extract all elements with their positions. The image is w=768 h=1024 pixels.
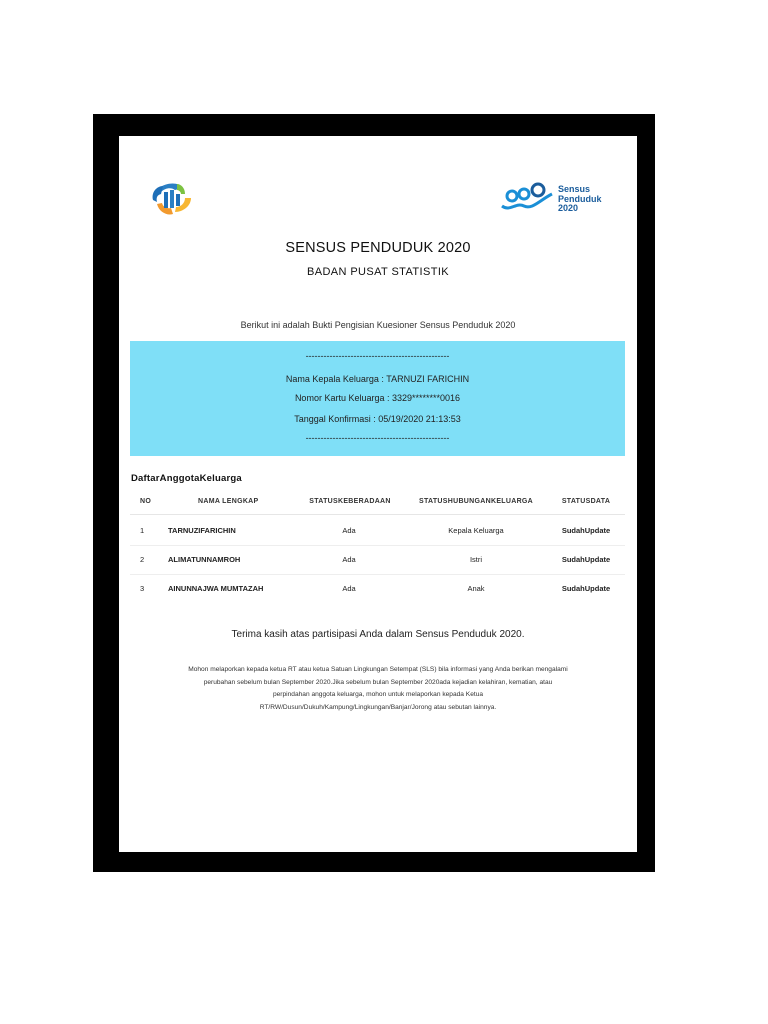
row-statusdata: SudahUpdate [561, 526, 611, 535]
confirm-date: Tanggal Konfirmasi : 05/19/2020 21:13:53 [294, 414, 461, 424]
table-row [130, 545, 625, 575]
row-hubungan: Kepala Keluarga [448, 526, 504, 535]
row-hubungan: Istri [469, 555, 483, 564]
row-no: 1 [140, 526, 145, 535]
row-keberadaan: Ada [342, 584, 356, 593]
table-row [130, 574, 625, 603]
intro-text: Berikut ini adalah Bukti Pengisian Kuesioner Sensus Penduduk 2020 [240, 320, 516, 330]
row-statusdata: SudahUpdate [561, 584, 611, 593]
row-keberadaan: Ada [342, 526, 356, 535]
row-no: 2 [140, 555, 145, 564]
logo-line-2: Penduduk [558, 193, 602, 204]
info-box [130, 341, 625, 456]
col-name: NAMA LENGKAP [198, 498, 259, 505]
row-statusdata: SudahUpdate [561, 555, 611, 564]
logo-line-3: 2020 [558, 203, 579, 213]
row-name: TARNUZIFARICHIN [168, 526, 236, 535]
row-keberadaan: Ada [342, 555, 356, 564]
col-no: NO [140, 498, 152, 505]
family-card-number: Nomor Kartu Keluarga : 3329********0016 [294, 393, 461, 403]
bps-logo-icon [145, 178, 201, 222]
table-row [130, 516, 625, 546]
page-subtitle: BADAN PUSAT STATISTIK [306, 266, 450, 278]
thanks-text: Terima kasih atas partisipasi Anda dalam Sensus Penduduk 2020. [231, 629, 525, 640]
note-line: Mohon melaporkan kepada ketua RT atau ketua Satuan Lingkungan Setempat (SLS) bila informasi yang Anda berikan mengalami [188, 666, 568, 673]
divider-bottom: ------------------------------------------------ [305, 433, 450, 443]
col-statusdata: STATUSDATA [561, 498, 611, 505]
row-name: AINUNNAJWA MUMTAZAH [168, 584, 264, 593]
note-line: perpindahan anggota keluarga, mohon untuk melaporkan kepada Ketua [272, 691, 484, 698]
col-keberadaan: STATUSKEBERADAAN [309, 498, 391, 505]
col-hubungan: STATUSHUBUNGANKELUARGA [418, 498, 534, 505]
note-text [140, 664, 616, 714]
note-line: RT/RW/Dusun/Dukuh/Kampung/Lingkungan/Banjar/Jorong atau sebutan lainnya. [259, 703, 497, 711]
head-of-family: Nama Kepala Keluarga : TARNUZI FARICHIN [285, 374, 470, 384]
row-name: ALIMATUNNAMROH [168, 555, 241, 564]
sensus-penduduk-logo [500, 180, 612, 216]
note-line: perubahan sebelum bulan September 2020.Jika sebelum bulan September 2020ada kejadian kelahiran, kematian, atau [203, 678, 553, 686]
row-no: 3 [140, 584, 145, 593]
page-title: SENSUS PENDUDUK 2020 [285, 240, 471, 256]
sensus-logo-icon [500, 180, 556, 216]
logo-line-1: Sensus [558, 184, 591, 194]
table-title: DaftarAnggotaKeluarga [131, 473, 242, 484]
row-hubungan: Anak [467, 584, 485, 593]
divider-top: ------------------------------------------------ [305, 351, 450, 361]
table-header [130, 492, 625, 515]
